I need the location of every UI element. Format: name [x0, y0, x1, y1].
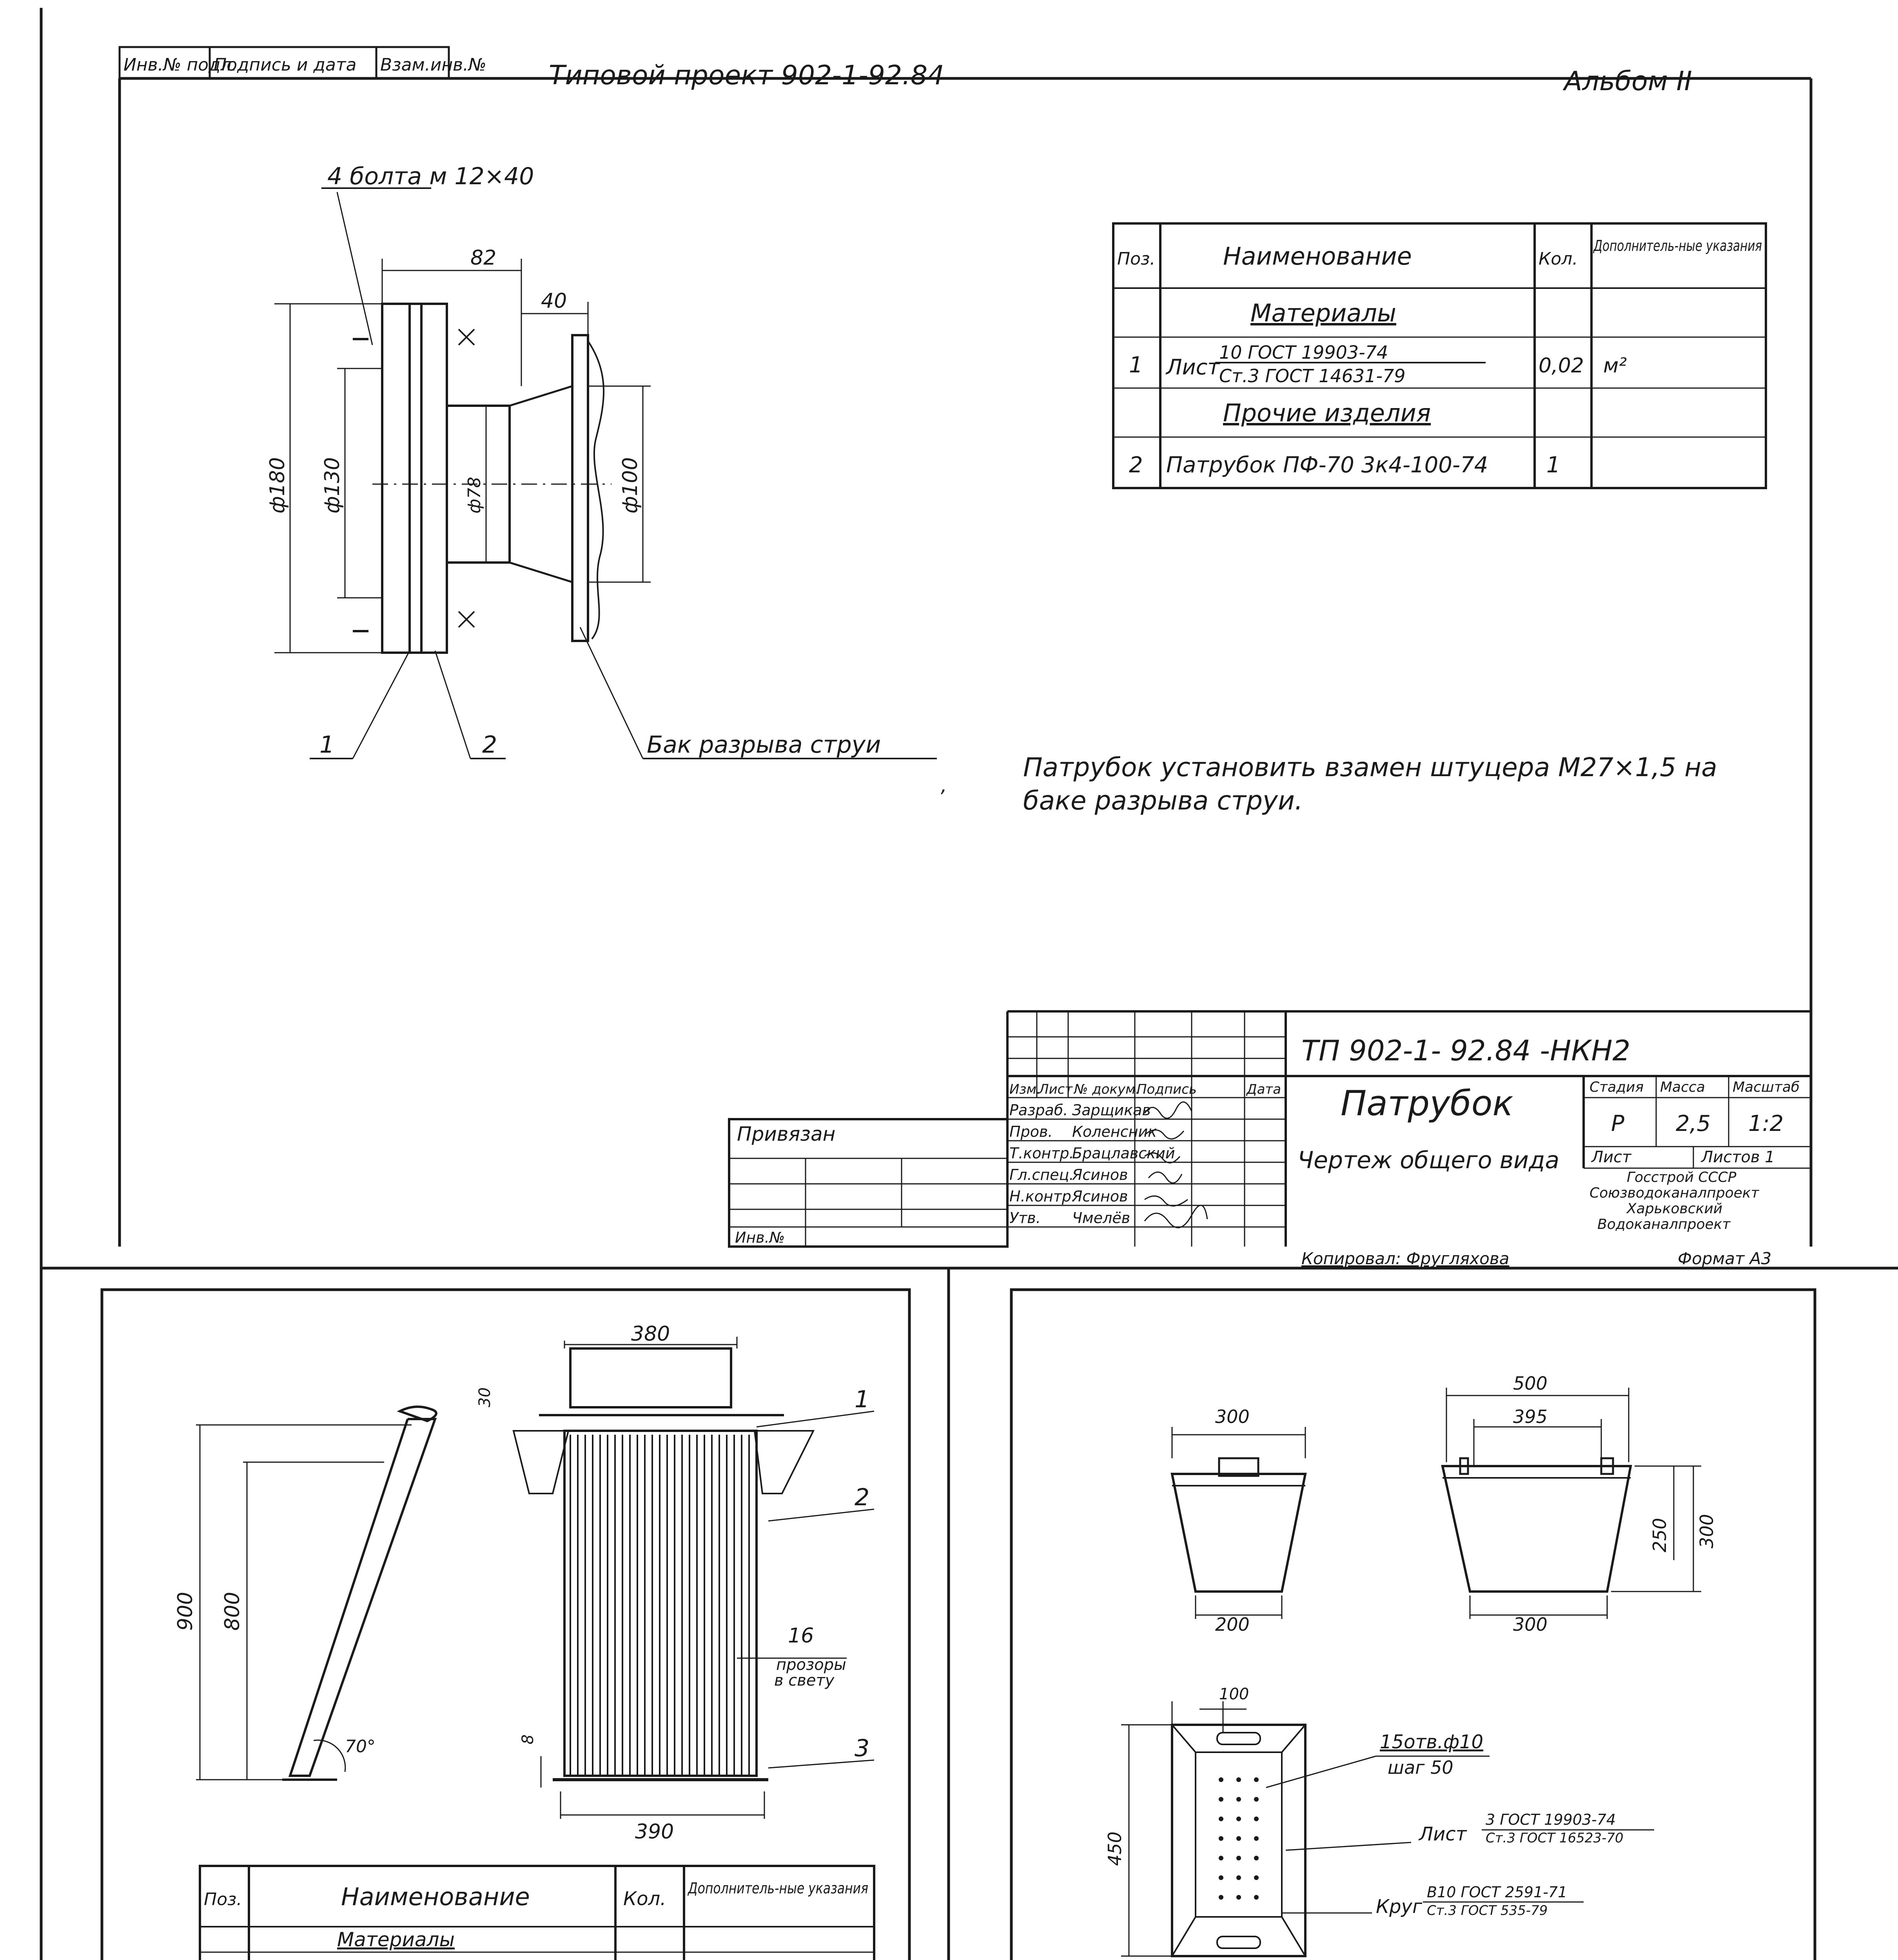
bolts-label: 4 болта м 12×40	[327, 163, 534, 190]
s3-callout-3: 3	[855, 1735, 870, 1762]
tb2-role-6: Утв.	[1009, 1209, 1041, 1227]
hole	[1236, 1895, 1241, 1900]
spec2-r2-name: Патрубок ПФ-70 3к4-100-74	[1166, 452, 1488, 478]
s4-dim-300b: 300	[1696, 1514, 1717, 1548]
s4-holes: 15отв.ф10	[1380, 1731, 1484, 1753]
hole	[1236, 1797, 1241, 1802]
hole	[1219, 1875, 1223, 1880]
dim-40: 40	[541, 289, 567, 313]
tank-label: Бак разрыва струи	[647, 731, 881, 759]
grate-drawing	[196, 1337, 874, 1819]
s4-dim-450: 450	[1104, 1831, 1125, 1866]
outer-frames	[41, 8, 1898, 1960]
tb2-person-2: Коленсник	[1072, 1123, 1157, 1140]
s4-dim-395: 395	[1513, 1406, 1548, 1427]
tb2-role-4: Гл.спец.	[1009, 1166, 1074, 1183]
s3-callout-1: 1	[855, 1386, 870, 1413]
tb2-col-sign: Подпись	[1137, 1082, 1197, 1097]
tb2-code: ТП 902-1- 92.84 -НКН2	[1301, 1034, 1631, 1067]
s4-dim-500: 500	[1513, 1373, 1548, 1394]
tb2-roles	[1009, 1102, 1175, 1227]
tb2-org-4: Водоканалпроект	[1597, 1216, 1731, 1232]
dim-180: ф180	[266, 457, 289, 514]
spec2-r1-std-top: 10 ГОСТ 19903-74	[1219, 342, 1388, 363]
spec2-r2-pos: 2	[1129, 452, 1143, 478]
s4-list-prefix: Лист	[1419, 1823, 1467, 1845]
hole	[1254, 1856, 1259, 1860]
tb2-person-4: Ясинов	[1072, 1166, 1128, 1183]
s3-gap-label-2: в свету	[774, 1671, 835, 1690]
spec3-section: Материалы	[337, 1928, 455, 1951]
spec3-head-notes: Дополнитель-ные указания	[687, 1880, 868, 1897]
hole	[1254, 1777, 1259, 1782]
svg-text:,: ,	[941, 774, 947, 797]
pipe-drawing	[274, 188, 937, 759]
hole	[1219, 1856, 1223, 1860]
s3-gap-label-1: прозоры	[776, 1656, 846, 1674]
sheet2-note-line2: баке разрыва струи.	[1023, 786, 1303, 816]
spec2-head-qty: Кол.	[1539, 249, 1578, 269]
spec2-head-name: Наименование	[1223, 242, 1412, 270]
hole	[1236, 1856, 1241, 1860]
s3-dim-800: 800	[221, 1592, 244, 1631]
tb2-col-list: Лист	[1039, 1082, 1073, 1097]
s4-list-top: 3 ГОСТ 19903-74	[1486, 1811, 1616, 1828]
hole	[1236, 1836, 1241, 1841]
tb2-org-2: Союзводоканалпроект	[1590, 1185, 1759, 1201]
tb2-role-2: Пров.	[1009, 1123, 1053, 1140]
hole	[1219, 1836, 1223, 1841]
trough-drawing	[1121, 1388, 1701, 1956]
tb2-col-doc: № докум.	[1074, 1082, 1140, 1097]
s3-gap-value: 16	[788, 1624, 814, 1648]
spec2-r1-std-bottom: Ст.3 ГОСТ 14631-79	[1219, 365, 1406, 387]
s3-dim-900: 900	[174, 1592, 197, 1631]
s3-callout-2: 2	[855, 1484, 870, 1511]
hole	[1219, 1817, 1223, 1821]
spec2-r1-qty: 0,02	[1539, 354, 1584, 377]
s4-dim-250: 250	[1649, 1518, 1670, 1552]
dim-130: ф130	[321, 457, 344, 514]
s4-dim-100: 100	[1219, 1685, 1249, 1703]
tb2-person-3: Брацлавский	[1072, 1145, 1175, 1162]
tb2-org-3: Харьковский	[1627, 1201, 1723, 1217]
spec3-head-name: Наименование	[341, 1882, 530, 1911]
hole	[1236, 1777, 1241, 1782]
tb2-sheet: Лист	[1591, 1148, 1631, 1166]
hole	[1236, 1875, 1241, 1880]
dim-100: ф100	[619, 457, 642, 514]
spec2-head-notes: Дополнитель-ные указания	[1593, 237, 1762, 254]
project-title: Типовой проект 902-1-92.84	[549, 60, 945, 91]
spec2-head-pos: Поз.	[1117, 249, 1156, 269]
hole	[1254, 1875, 1259, 1880]
hole	[1219, 1895, 1223, 1900]
spec2-r1-prefix: Лист	[1166, 355, 1220, 379]
hole	[1254, 1895, 1259, 1900]
tb2-scale: 1:2	[1748, 1111, 1784, 1136]
sheet2-note-line1: Патрубок установить взамен штуцера М27×1,5 на	[1023, 752, 1717, 782]
callout-1: 1	[319, 731, 335, 759]
tb2-col-date: Дата	[1247, 1082, 1281, 1097]
callout-2: 2	[482, 731, 497, 759]
hole	[1254, 1836, 1259, 1841]
tb2-col-izm: Изм.	[1009, 1082, 1041, 1097]
tb2-role-5: Н.контр.	[1009, 1188, 1076, 1205]
tb2-person-5: Ясинов	[1072, 1188, 1128, 1205]
stamp-cell-3: Взам.инв.№	[380, 55, 486, 75]
s4-krug-top: В10 ГОСТ 2591-71	[1427, 1884, 1568, 1901]
tb2-copied: Копировал: Фругляхова	[1301, 1249, 1510, 1268]
s3-dim-8: 8	[519, 1734, 537, 1744]
dim-78: ф78	[465, 477, 484, 514]
tb2-org-1: Госстрой СССР	[1627, 1169, 1737, 1185]
spec2-section-other: Прочие изделия	[1223, 399, 1431, 427]
spec2-r2-qty: 1	[1546, 452, 1560, 478]
tb2-mass: 2,5	[1676, 1111, 1711, 1136]
dim-82: 82	[470, 246, 497, 270]
tb2-person-1: Зарщикав	[1072, 1102, 1151, 1119]
stamp-cell-2: Подпись и дата	[214, 55, 357, 75]
s3-dim-390: 390	[635, 1820, 674, 1844]
s4-krug-bottom: Ст.3 ГОСТ 535-79	[1427, 1903, 1548, 1918]
s3-dim-380: 380	[631, 1322, 670, 1346]
s3-dim-30: 30	[476, 1387, 494, 1407]
tb2-stage-head: Стадия	[1590, 1079, 1644, 1095]
spec2-section-materials: Материалы	[1250, 299, 1396, 327]
tb2-signatures	[1145, 1102, 1207, 1228]
hole	[1254, 1797, 1259, 1802]
s4-holes-pitch: шаг 50	[1388, 1757, 1453, 1778]
tb2-scale-head: Масштаб	[1733, 1079, 1800, 1095]
spec2-r1-unit: м²	[1603, 354, 1627, 377]
s3-dim-angle: 70°	[345, 1737, 376, 1757]
tb2-sheets: Листов 1	[1701, 1148, 1775, 1166]
tb2-mass-head: Масса	[1660, 1079, 1705, 1095]
hole	[1219, 1777, 1223, 1782]
spec3-head-pos: Поз.	[204, 1889, 242, 1909]
stamp-cell-1: Инв.№ подл.	[123, 55, 237, 75]
grate-bars	[570, 1435, 749, 1776]
hole	[1219, 1797, 1223, 1802]
s4-dim-300a: 300	[1215, 1406, 1250, 1427]
tb2-name: Патрубок	[1341, 1083, 1513, 1123]
tb2-person-6: Чмелёв	[1072, 1209, 1130, 1227]
tb2-inv: Инв.№	[735, 1229, 785, 1246]
hole	[1254, 1817, 1259, 1821]
s4-dim-300c: 300	[1513, 1614, 1548, 1635]
spec2-r1-pos: 1	[1129, 352, 1143, 378]
s4-krug-prefix: Круг	[1376, 1896, 1423, 1918]
spec3-head-qty: Кол.	[623, 1888, 666, 1910]
tb2-privyazan: Привязан	[737, 1123, 836, 1145]
tb2-role-3: Т.контр.	[1009, 1145, 1074, 1162]
hole	[1236, 1817, 1241, 1821]
tb2-format: Формат А3	[1678, 1249, 1772, 1268]
s4-list-bottom: Ст.3 ГОСТ 16523-70	[1486, 1830, 1624, 1846]
tb2-role-1: Разраб.	[1009, 1102, 1068, 1119]
tb2-stage: Р	[1611, 1111, 1624, 1136]
album-label: Альбом II	[1564, 66, 1692, 97]
trough-holes	[1219, 1777, 1259, 1900]
top-stamp	[120, 47, 486, 78]
tb2-subtitle: Чертеж общего вида	[1297, 1147, 1560, 1174]
s4-dim-200: 200	[1215, 1614, 1250, 1635]
